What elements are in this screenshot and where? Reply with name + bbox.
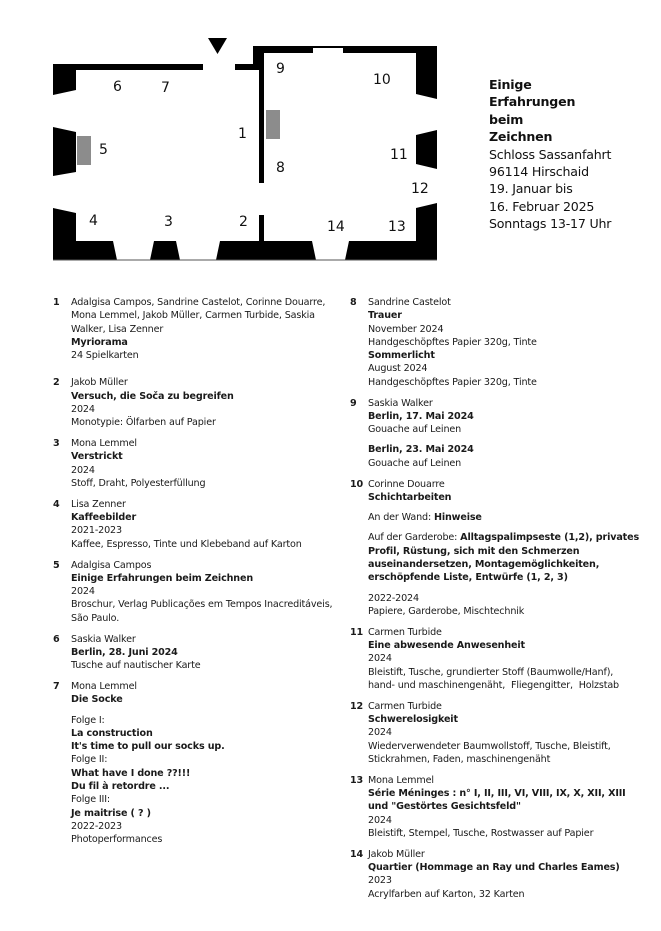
work-title: Die Socke <box>71 694 123 706</box>
opening-hours: Sonntags 13-17 Uhr <box>489 216 612 232</box>
work-detail: Papiere, Garderobe, Mischtechnik <box>368 605 525 617</box>
list-item <box>53 437 338 490</box>
plan-label-6: 6 <box>113 79 122 95</box>
list-item <box>350 296 640 389</box>
item-number: 5 <box>53 559 60 571</box>
item-number: 12 <box>350 700 364 712</box>
plan-label-13: 13 <box>388 219 406 235</box>
work-detail: Wiederverwendeter Baumwollstoff, Tusche, Bleistift, <box>368 740 611 752</box>
item-number: 3 <box>53 438 60 450</box>
work-year: 2021-2023 <box>71 525 122 537</box>
work-detail: Broschur, Verlag Publicações em Tempos Inacreditáveis, <box>71 599 333 611</box>
item-number: 2 <box>53 377 60 389</box>
work-title: Je maitrise ( ? ) <box>71 807 151 819</box>
garderobe-works: Alltagspalimpseste (1,2), privates <box>460 532 640 544</box>
work-year: 2022-2024 <box>368 592 419 604</box>
work-detail: São Paulo. <box>71 612 120 624</box>
work-detail: Gouache auf Leinen <box>368 424 462 436</box>
artist: Mona Lemmel, Jakob Müller, Carmen Turbide, Saskia <box>71 310 315 322</box>
artist: Lisa Zenner <box>71 498 126 510</box>
work-title: What have I done ??!!! <box>71 767 191 779</box>
list-item <box>53 498 338 551</box>
item-number: 4 <box>53 498 60 510</box>
artist: Saskia Walker <box>368 397 433 409</box>
item-number: 8 <box>350 297 357 308</box>
artist: Jakob Müller <box>71 377 128 389</box>
plan-label-2: 2 <box>239 214 248 230</box>
artist: Mona Lemmel <box>368 774 434 786</box>
list-item <box>350 478 640 619</box>
title-line: Erfahrungen <box>489 94 576 110</box>
work-detail: hand- und maschinengenäht, Fliegengitter, Holzstab <box>368 679 620 691</box>
work-year: 2024 <box>368 653 392 665</box>
artist: Saskia Walker <box>71 633 136 645</box>
item-number: 9 <box>350 397 357 409</box>
work-year: 2024 <box>368 814 392 826</box>
artist: Adalgisa Campos, Sandrine Castelot, Corinne Douarre, <box>71 297 326 308</box>
artist: Corinne Douarre <box>368 478 445 490</box>
work-title: und "Gestörtes Gesichtsfeld" <box>368 801 521 813</box>
list-item <box>350 626 640 692</box>
artist: Mona Lemmel <box>71 438 137 450</box>
work-title: Série Méninges : n° I, II, III, VI, VIII, IX, X, XII, XIII <box>368 788 626 799</box>
work-detail: Acrylfarben auf Karton, 32 Karten <box>368 888 525 900</box>
garderobe-line <box>368 531 640 544</box>
work-title: Kaffeebilder <box>71 512 137 524</box>
work-title: Berlin, 17. Mai 2024 <box>368 410 474 422</box>
title-line: beim <box>489 111 524 127</box>
list-item <box>53 559 338 625</box>
work-detail: Photoperformances <box>71 834 163 846</box>
work-year: 2022-2023 <box>71 820 122 832</box>
work-title: Myriorama <box>71 336 128 348</box>
work-detail: Bleistift, Stempel, Tusche, Rostwasser auf Papier <box>368 827 594 839</box>
work-year: 2024 <box>71 464 95 476</box>
work-title: Schwerelosigkeit <box>368 714 458 726</box>
work-title: Berlin, 28. Juni 2024 <box>71 646 178 658</box>
work-detail: Stickrahmen, Faden, maschinengenäht <box>368 753 551 765</box>
right-room-walls <box>253 46 437 260</box>
panel-5 <box>77 136 91 165</box>
work-year: August 2024 <box>368 363 428 375</box>
venue: Schloss Sassanfahrt <box>489 146 612 162</box>
artist: Adalgisa Campos <box>71 559 152 571</box>
artist: Carmen Turbide <box>368 700 442 712</box>
title-line: Zeichnen <box>489 129 553 145</box>
wall-line <box>368 511 640 524</box>
wall-title: Hinweise <box>433 512 482 524</box>
plan-label-3: 3 <box>164 214 173 230</box>
work-detail: Gouache auf Leinen <box>368 457 462 469</box>
artist: Walker, Lisa Zenner <box>71 323 164 335</box>
plan-label-12: 12 <box>411 181 429 197</box>
artist: Carmen Turbide <box>368 626 442 638</box>
work-detail: Monotypie: Ölfarben auf Papier <box>71 417 216 429</box>
work-title: Versuch, die Soča zu begreifen <box>71 390 234 402</box>
list-item <box>350 848 640 901</box>
list-item <box>350 774 640 840</box>
exhibition-info <box>489 76 611 233</box>
series-label: Folge I: <box>71 714 105 726</box>
plan-label-5: 5 <box>99 142 108 158</box>
item-number: 11 <box>350 626 364 638</box>
work-detail: Bleistift, Tusche, grundierter Stoff (Baumwolle/Hanf), <box>368 666 614 678</box>
work-year: 2024 <box>71 404 95 416</box>
work-title: Verstrickt <box>71 451 123 463</box>
item-number: 13 <box>350 774 364 786</box>
garderobe-works: Profil, Rüstung, sich mit den Schmerzen <box>368 545 580 557</box>
wall-label: An der Wand: <box>368 512 434 524</box>
work-detail: 24 Spielkarten <box>71 350 139 362</box>
work-detail: Tusche auf nautischer Karte <box>71 660 201 672</box>
work-title: Schichtarbeiten <box>368 491 452 503</box>
work-year: November 2024 <box>368 323 444 335</box>
list-item <box>53 680 338 847</box>
work-detail: Kaffee, Espresso, Tinte und Klebeband auf Karton <box>71 538 302 550</box>
work-title: Du fil à retordre ... <box>71 781 170 792</box>
window-top <box>313 46 343 48</box>
dates-start: 19. Januar bis <box>489 181 573 197</box>
list-item <box>53 633 338 673</box>
address: 96114 Hirschaid <box>489 164 589 180</box>
item-number: 14 <box>350 848 364 860</box>
work-title: Einige Erfahrungen beim Zeichnen <box>71 572 254 584</box>
work-title: It's time to pull our socks up. <box>71 741 225 753</box>
series-label: Folge III: <box>71 794 110 806</box>
item-number: 6 <box>53 633 60 645</box>
work-title: Eine abwesende Anwesenheit <box>368 640 525 652</box>
garderobe-works: auseinandersetzen, Montagemöglichkeiten, <box>368 559 600 571</box>
work-detail: Handgeschöpftes Papier 320g, Tinte <box>368 376 537 388</box>
plan-label-7: 7 <box>161 80 170 96</box>
plan-label-14: 14 <box>327 219 345 235</box>
series-label: Folge II: <box>71 754 108 766</box>
artist: Mona Lemmel <box>71 680 137 692</box>
dates-end: 16. Februar 2025 <box>489 198 595 214</box>
artist: Sandrine Castelot <box>368 297 451 308</box>
garderobe-label: Auf der Garderobe: <box>368 532 461 544</box>
entrance-arrow-icon <box>208 38 227 54</box>
item-number: 10 <box>350 478 364 490</box>
work-title: La construction <box>71 727 153 739</box>
plan-label-11: 11 <box>390 147 408 163</box>
panel-1-8 <box>266 110 280 139</box>
artist: Jakob Müller <box>368 848 425 860</box>
work-year: 2024 <box>71 586 95 598</box>
works-list-right <box>350 296 640 908</box>
item-number: 1 <box>53 297 60 308</box>
work-detail: Stoff, Draht, Polyesterfüllung <box>71 478 206 490</box>
list-item <box>53 296 338 362</box>
list-item <box>53 376 338 429</box>
item-number: 7 <box>53 680 60 692</box>
garderobe-works: erschöpfende Liste, Entwürfe (1, 2, 3) <box>368 572 568 584</box>
work-year: 2024 <box>368 727 392 739</box>
list-item <box>350 397 640 470</box>
title-line: Einige <box>489 77 532 92</box>
plan-label-8: 8 <box>276 160 285 176</box>
work-title: Quartier (Hommage an Ray und Charles Eames) <box>368 861 620 873</box>
plan-label-4: 4 <box>89 213 98 229</box>
work-title: Trauer <box>368 310 402 322</box>
plan-label-1: 1 <box>238 126 247 142</box>
works-list-left <box>53 296 338 854</box>
work-title: Berlin, 23. Mai 2024 <box>368 444 474 456</box>
work-title: Sommerlicht <box>368 350 435 362</box>
work-detail: Handgeschöpftes Papier 320g, Tinte <box>368 336 537 348</box>
work-year: 2023 <box>368 875 392 887</box>
list-item <box>350 700 640 766</box>
plan-label-9: 9 <box>276 61 285 77</box>
plan-label-10: 10 <box>373 72 391 88</box>
